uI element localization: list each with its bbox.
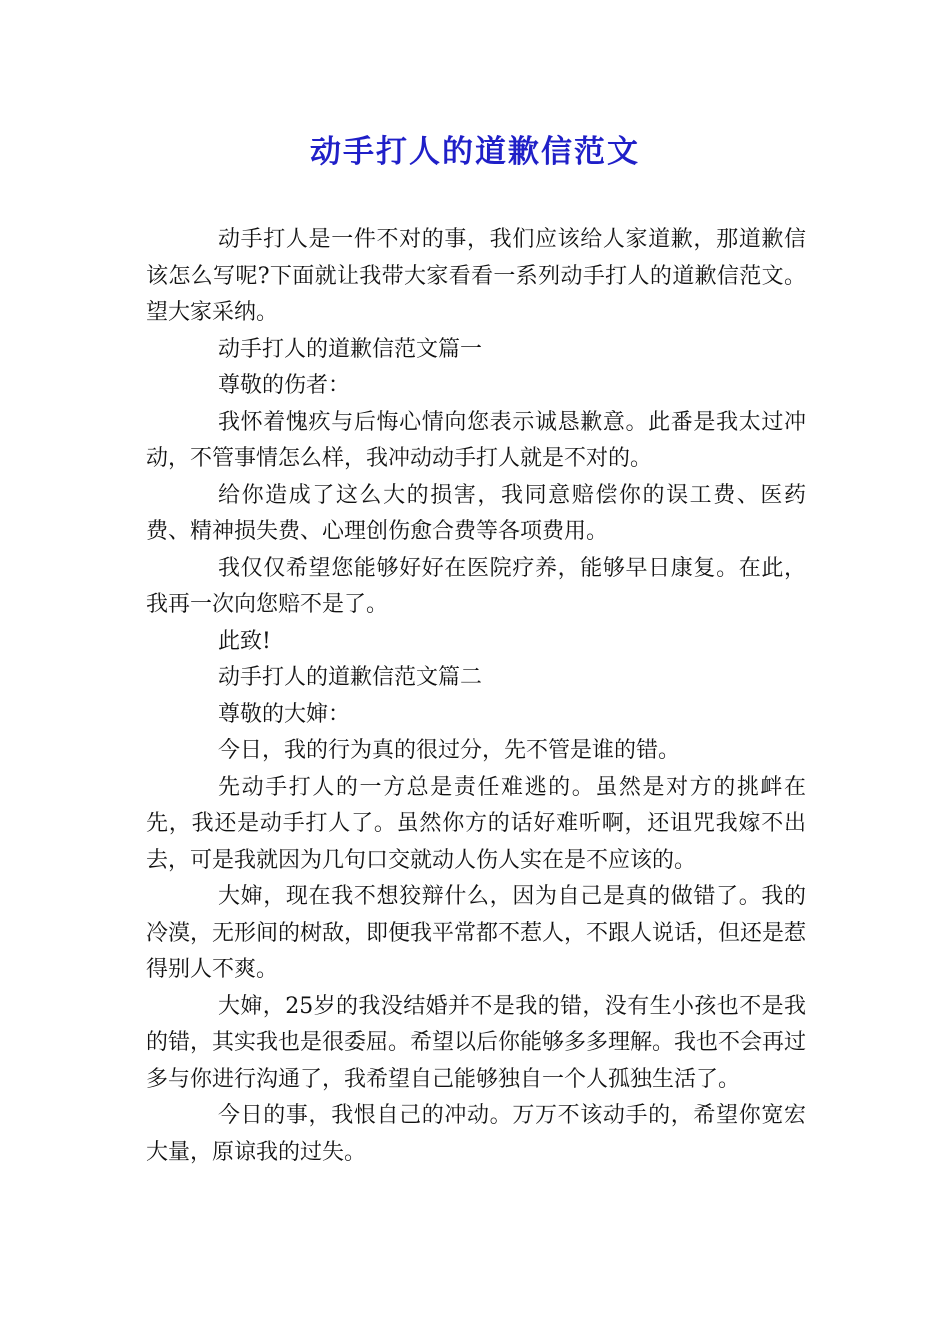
paragraph: 我怀着愧疚与后悔心情向您表示诚恳歉意。此番是我太过冲动，不管事情怎么样，我冲动动手打人就是不对的。 — [146, 409, 806, 471]
paragraph: 先动手打人的一方总是责任难逃的。虽然是对方的挑衅在先，我还是动手打人了。虽然你方的话好难听啊，还诅咒我嫁不出去，可是我就因为几句口交就动人伤人实在是不应该的。 — [146, 774, 806, 873]
document-body — [146, 222, 806, 1171]
document-title: 动手打人的道歉信范文 — [310, 134, 640, 170]
salutation-2: 尊敬的大婶： — [218, 701, 351, 727]
closing-1: 此致! — [218, 628, 271, 654]
paragraph: 大婶，现在我不想狡辩什么，因为自己是真的做错了。我的冷漠，无形间的树敌，即便我平常都不惹人，不跟人说话，但还是惹得别人不爽。 — [146, 884, 807, 982]
paragraph: 今日，我的行为真的很过分，先不管是谁的错。 — [218, 738, 681, 763]
section-heading-1: 动手打人的道歉信范文篇一 — [218, 336, 483, 362]
salutation-1: 尊敬的伤者： — [218, 373, 351, 398]
paragraph: 给你造成了这么大的损害，我同意赔偿你的误工费、医药费、精神损失费、心理创伤愈合费等各项费用。 — [146, 482, 806, 544]
paragraph-intro: 动手打人是一件不对的事，我们应该给人家道歉，那道歉信该怎么写呢?下面就让我带大家看看一系列动手打人的道歉信范文。望大家采纳。 — [146, 227, 806, 325]
section-heading-2: 动手打人的道歉信范文篇二 — [218, 665, 483, 690]
paragraph: 大婶，25岁的我没结婚并不是我的错，没有生小孩也不是我的错，其实我也是很委屈。希望以后你能够多多理解。我也不会再过多与你进行沟通了，我希望自己能够独自一个人孤独生活了。 — [146, 993, 807, 1092]
paragraph: 我仅仅希望您能够好好在医院疗养，能够早日康复。在此，我再一次向您赔不是了。 — [146, 555, 806, 617]
paragraph: 今日的事，我恨自己的冲动。万万不该动手的，希望你宽宏大量，原谅我的过失。 — [146, 1103, 806, 1165]
